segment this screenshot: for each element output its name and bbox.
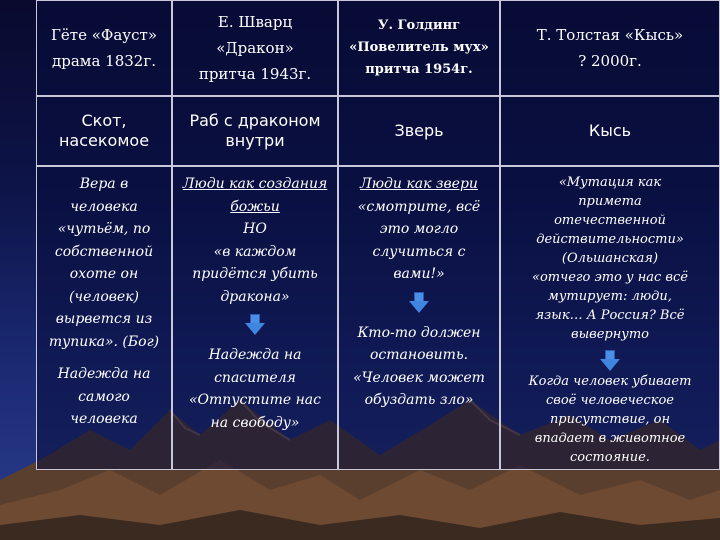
row2-tolstaya (500, 96, 720, 166)
header-shvarts-subtitle: притча 1943г. (198, 65, 312, 83)
col1-after-line: Надежда на (57, 366, 151, 382)
col4-after-line: впадает в животное (534, 431, 686, 446)
header-shvarts (172, 0, 338, 96)
header-golding-author: У. Голдинг (377, 18, 461, 33)
row3-shvarts (172, 166, 338, 470)
col1-line: охоте он (69, 266, 139, 282)
row2-golding-line1: Зверь (394, 121, 444, 140)
col3-after-line: остановить. (369, 347, 469, 363)
header-golding (338, 0, 500, 96)
col2-line: «в каждом (213, 243, 297, 260)
header-tolstaya-subtitle: ? 2000г. (578, 52, 642, 70)
header-golding-title: «Повелитель мух» (349, 40, 489, 55)
row2-golding (338, 96, 500, 166)
down-arrow-icon (409, 292, 429, 314)
row2-shvarts-line1: Раб с драконом (189, 111, 321, 130)
col4-after-line: своё человеческое (546, 393, 674, 408)
header-goethe-title: Гёте «Фауст» (50, 26, 158, 44)
col2-after-line: спасителя (214, 369, 296, 386)
row2-goethe-line1: Скот, (81, 111, 127, 130)
down-arrow-icon (600, 350, 620, 364)
col4-line: (Ольшанская) (561, 251, 659, 266)
row2-shvarts-line2: внутри (225, 131, 285, 150)
col2-line: придётся убить (192, 266, 318, 282)
col2-line: НО (243, 221, 267, 237)
col2-after-line: Надежда на (208, 347, 302, 363)
col1-line: человека (70, 198, 138, 215)
col1-line: вырвется из (55, 311, 153, 327)
col2-line: Люди как создания (182, 176, 328, 192)
col3-line: это могло (379, 221, 459, 237)
col3-line: случиться с (372, 243, 466, 260)
row2-goethe (36, 96, 172, 166)
col4-line: примета (578, 194, 642, 209)
header-goethe-subtitle: драма 1832г. (52, 52, 156, 70)
row2-tolstaya-line1: Кысь (588, 121, 632, 140)
down-arrow-icon (245, 314, 265, 336)
header-tolstaya-title: Т. Толстая «Кысь» (536, 26, 684, 44)
col3-line: Люди как звери (360, 176, 478, 192)
col4-after-line: состояние. (570, 450, 650, 465)
col2-line: божьи (230, 198, 280, 215)
row3-tolstaya (500, 166, 720, 470)
row3-golding (338, 166, 500, 470)
row3-goethe (36, 166, 172, 470)
col4-line: язык… А Россия? Всё (535, 308, 685, 323)
col4-line: вывернуто (571, 327, 649, 342)
col1-line: (человек) (68, 288, 140, 305)
header-tolstaya (500, 0, 720, 96)
row2-goethe-line2: насекомое (58, 131, 150, 150)
col4-after-line: Когда человек убивает (528, 374, 692, 389)
col2-line: дракона» (220, 288, 290, 305)
col2-after-line: на свободу» (210, 414, 300, 431)
header-shvarts-title: Е. Шварц «Дракон» (216, 13, 294, 57)
col3-line: «смотрите, всё (357, 198, 481, 215)
header-goethe (36, 0, 172, 96)
col4-line: отечественной (554, 213, 666, 228)
col3-after-line: «Человек может (353, 369, 485, 386)
col1-line: «чутьём, по (57, 221, 151, 237)
col3-after-line: обуздать зло» (364, 392, 474, 408)
col2-after-line: «Отпустите нас (188, 392, 321, 408)
col3-after-line: Кто-то должен (357, 324, 481, 341)
col4-line: действительности» (536, 232, 684, 247)
col1-line: собственной (54, 243, 154, 260)
col3-line: вами!» (393, 266, 445, 282)
col1-after-line: человека (70, 411, 138, 427)
col1-line: Вера в (79, 176, 129, 192)
col1-line: тупика». (Бог) (48, 333, 160, 350)
row2-shvarts (172, 96, 338, 166)
col4-line: «отчего это у нас всё (532, 270, 688, 285)
header-golding-subtitle: притча 1954г. (365, 62, 473, 77)
col4-after-line: присутствие, он (549, 412, 671, 427)
col4-line: мутирует: люди, (548, 289, 672, 304)
col1-after-line: самого (78, 388, 130, 405)
col4-line: «Мутация как (558, 175, 662, 190)
